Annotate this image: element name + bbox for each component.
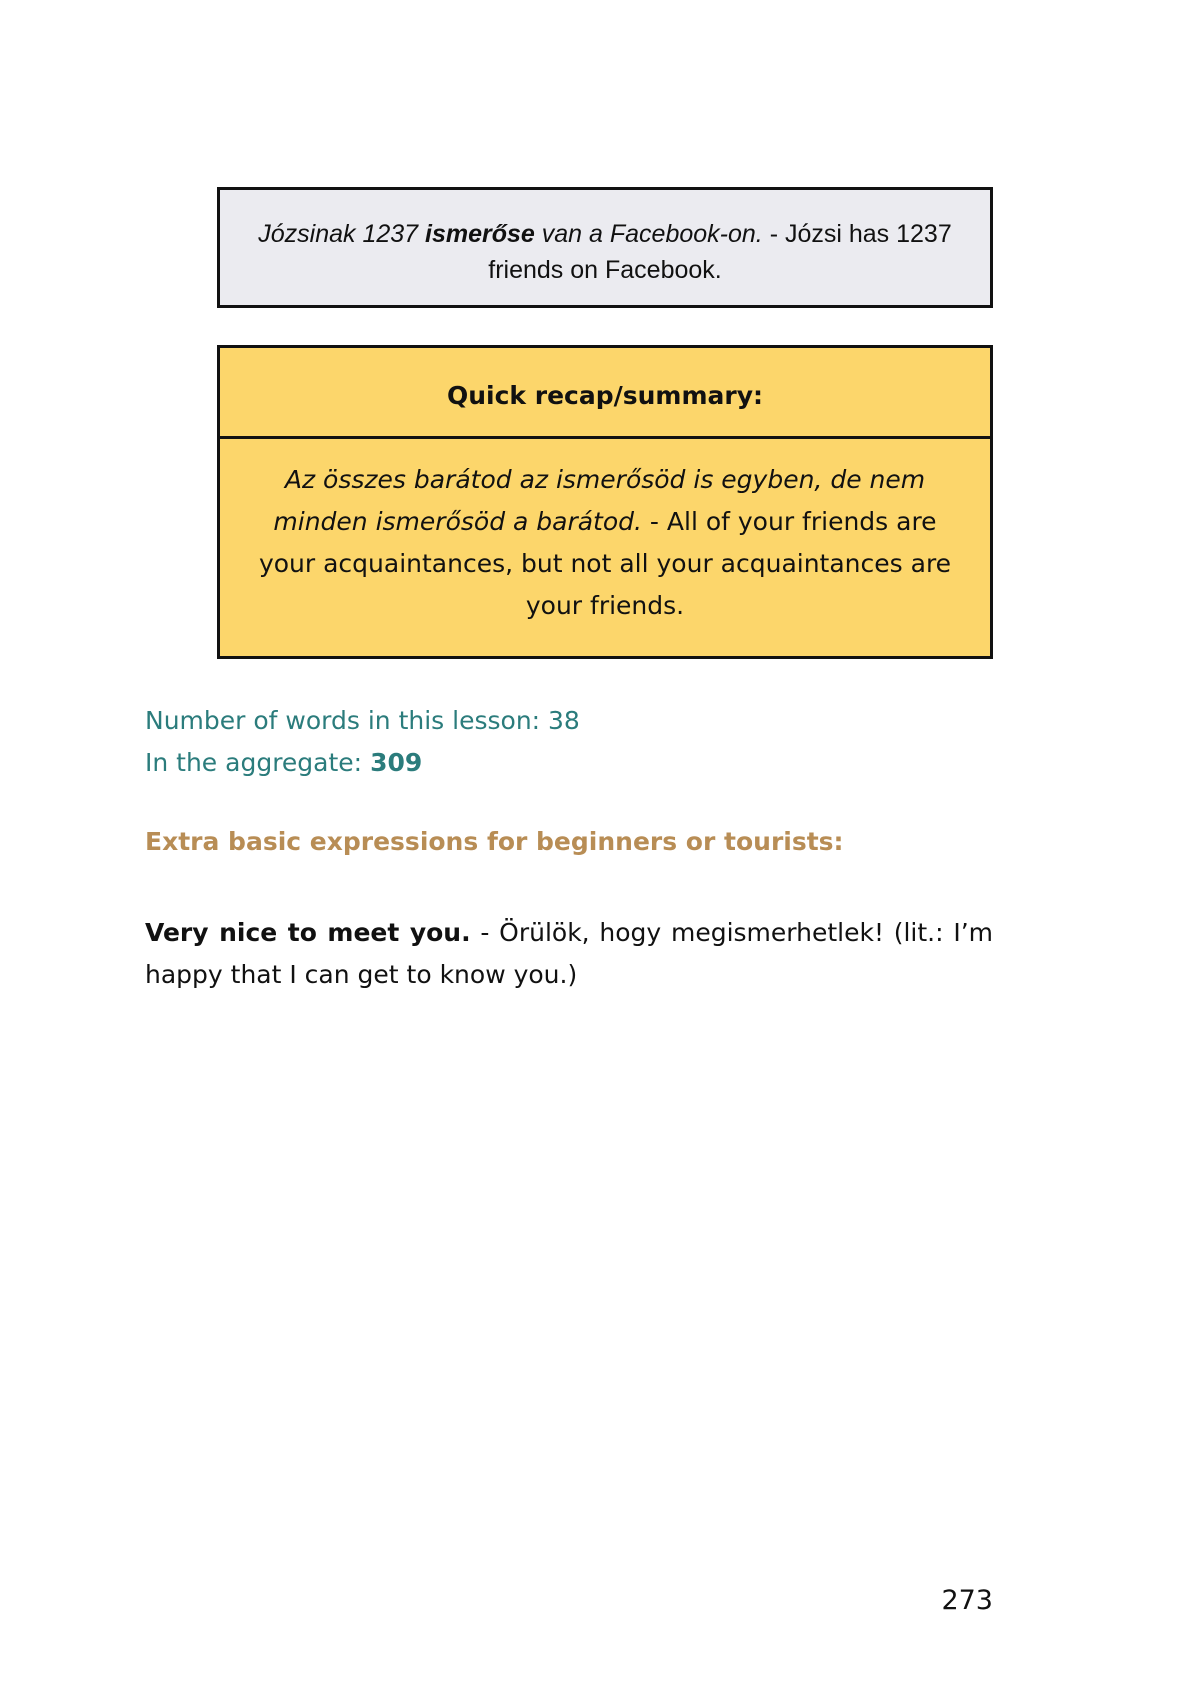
example-hungarian-part2: van a Facebook-on. (534, 220, 763, 248)
recap-box (217, 345, 993, 659)
example-sentence-box (217, 187, 993, 308)
lesson-word-count-line (145, 700, 580, 742)
expression-entry (145, 912, 993, 996)
lesson-word-count-label: Number of words in this lesson: (145, 706, 549, 735)
recap-hungarian: Az összes barátod az ismerősöd is egyben, de nem minden ismerősöd a barátod. (273, 465, 926, 536)
example-english-translation: - Józsi has 1237 friends on Facebook. (488, 220, 952, 284)
lesson-word-count: 38 (548, 706, 580, 735)
page-number: 273 (941, 1585, 993, 1616)
example-hungarian-keyword: ismerőse (425, 220, 535, 248)
aggregate-word-count-label: In the aggregate: (145, 748, 371, 777)
aggregate-word-count: 309 (370, 748, 423, 777)
recap-title: Quick recap/summary: (220, 348, 990, 439)
example-hungarian-part1: Józsinak 1237 (258, 220, 426, 248)
recap-english: - All of your friends are your acquaintances, but not all your acquaintances are your friends. (258, 507, 952, 620)
expression-english: Very nice to meet you. (145, 918, 471, 947)
expression-translation: - Örülök, hogy megismerhetlek! (lit.: I’m happy that I can get to know you.) (145, 918, 993, 989)
extra-expressions-heading: Extra basic expressions for beginners or tourists: (145, 827, 844, 856)
recap-body (220, 439, 990, 627)
word-stats (145, 700, 580, 784)
aggregate-word-count-line (145, 742, 580, 784)
